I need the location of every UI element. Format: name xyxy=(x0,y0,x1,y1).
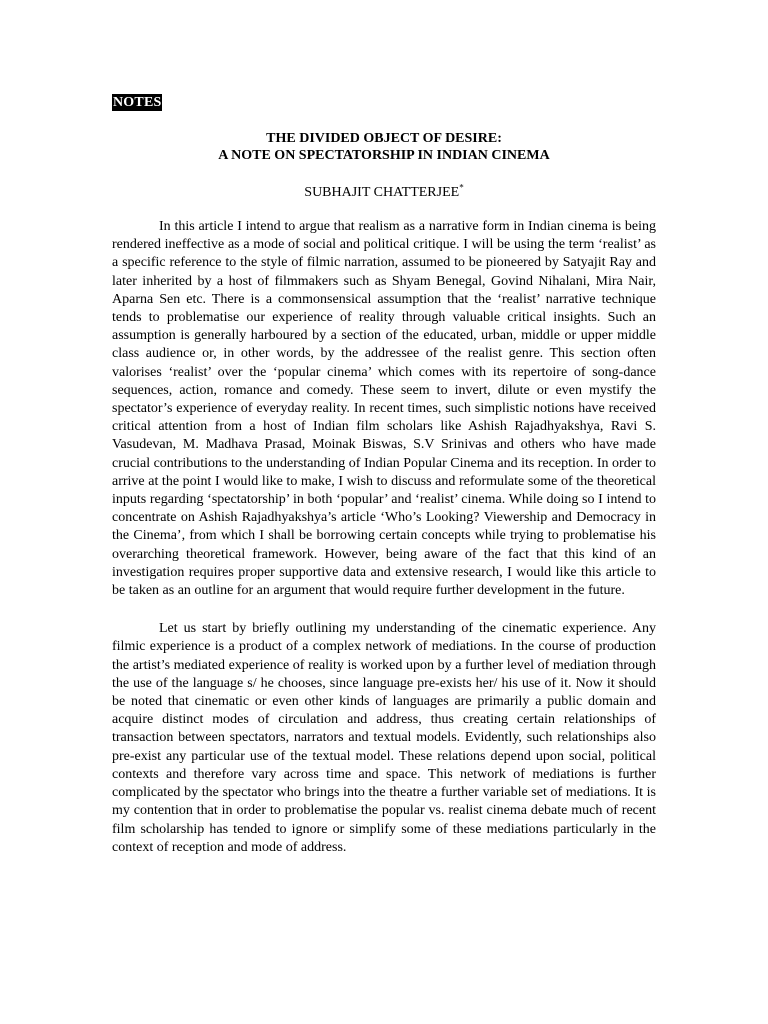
body-paragraph-2: Let us start by briefly outlining my understanding of the cinematic experience. Any filmic experience is a product of a complex network of mediations. In the course of production the artist’s mediated experience of reality is worked upon by a further level of mediation through the use of the language s/ he chooses, since language pre-exists her/ his use of it. Now it should be noted that cinematic or even other kinds of languages are primarily a public domain and acquire distinct modes of circulation and address, thus creating certain relationships of transaction between spectators, narrators and textual models. Evidently, such relationships also pre-exist any particular use of the textual model. These relations depend upon social, political contexts and therefore vary across time and space. This network of mediations is further complicated by the spectator who brings into the theatre a further variable set of mediations. It is my contention that in order to problematise the popular vs. realist cinema debate much of recent film scholarship has tended to ignore or simplify some of these mediations particularly in the context of reception and mode of address. xyxy=(112,621,656,855)
article-author xyxy=(112,184,656,201)
article-title xyxy=(112,130,656,164)
author-name: SUBHAJIT CHATTERJEE xyxy=(304,185,460,200)
section-label: NOTES xyxy=(113,95,162,110)
section-label-row xyxy=(112,93,656,111)
article-title-line-1: THE DIVIDED OBJECT OF DESIRE: xyxy=(266,131,502,146)
document-page xyxy=(112,93,656,857)
author-footnote-mark: * xyxy=(459,182,464,193)
body-paragraph-1: In this article I intend to argue that realism as a narrative form in Indian cinema is being rendered ineffective as a mode of social and political critique. I will be using the term ‘realist’ as a specific reference to the style of filmic narration, assumed to be pioneered by Satyajit Ray and later inherited by a host of filmmakers such as Shyam Benegal, Govind Nihalani, Mira Nair, Aparna Sen etc. There is a commonsensical assumption that the ‘realist’ narrative technique tends to problematise our experience of reality through valuable critical insights. Such an assumption is generally harboured by a section of the educated, urban, middle or upper middle class audience or, in other words, by the addressee of the realist genre. This section often valorises ‘realist’ over the ‘popular cinema’ which comes with its repertoire of song-dance sequences, action, romance and comedy. These seem to invert, dilute or even mystify the spectator’s experience of everyday reality. In recent times, such simplistic notions have received critical attention from a host of Indian film scholars like Ashish Rajadhyakshya, Ravi S. Vasudevan, M. Madhava Prasad, Moinak Biswas, S.V Srinivas and others who have made crucial contributions to the understanding of Indian Popular Cinema and its reception. In order to arrive at the point I would like to make, I wish to discuss and reformulate some of the theoretical inputs regarding ‘spectatorship’ in both ‘popular’ and ‘realist’ cinema. While doing so I intend to concentrate on Ashish Rajadhyakshya’s article ‘Who’s Looking? Viewership and Democracy in the Cinema’, from which I shall be borrowing certain concepts while trying to problematise his overarching theoretical framework. However, being aware of the fact that this kind of an investigation requires proper supportive data and extensive research, I would like this article to be taken as an outline for an argument that would require further development in the future. xyxy=(112,219,656,599)
article-title-line-2: A NOTE ON SPECTATORSHIP IN INDIAN CINEMA xyxy=(218,148,550,163)
